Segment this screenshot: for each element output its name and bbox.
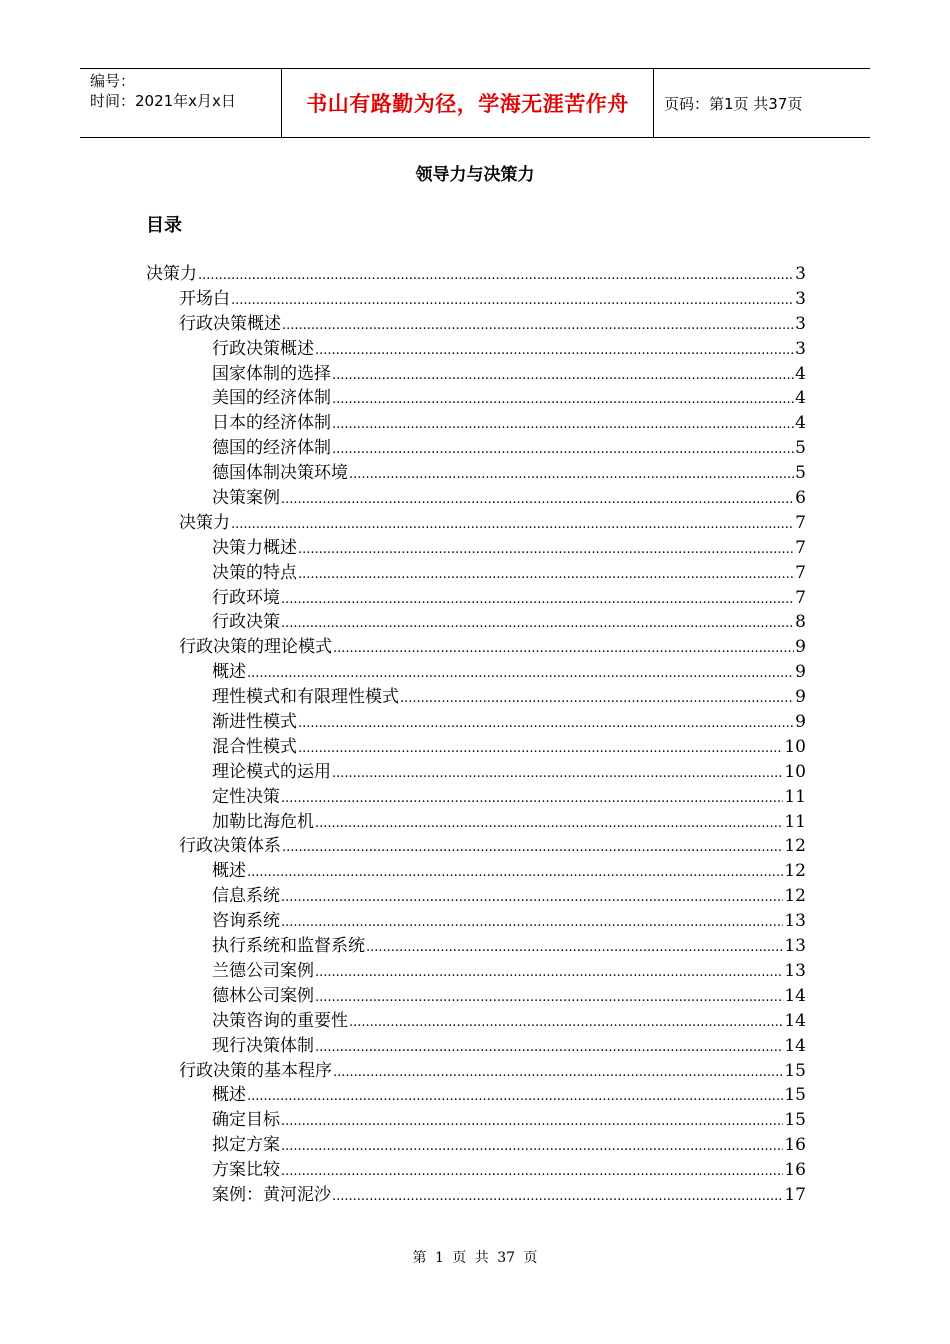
toc-entry-label: 理性模式和有限理性模式 [212, 687, 399, 708]
toc-entry-label: 决策力 [179, 512, 230, 533]
toc-entry-label: 咨询系统 [212, 911, 280, 932]
toc-entry-label: 行政决策概述 [212, 338, 314, 359]
toc-entry-page: 17 [784, 1184, 806, 1205]
toc-dot-leader [333, 637, 794, 662]
toc-entry[interactable] [146, 735, 806, 760]
toc-entry-label: 方案比较 [212, 1160, 280, 1181]
header-motto: 书山有路勤为径，学海无涯苦作舟 [306, 92, 629, 116]
toc-entry-label: 现行决策体制 [212, 1035, 314, 1056]
toc-dot-leader [332, 1185, 783, 1210]
toc-dot-leader [281, 1160, 783, 1185]
header-page-info: 页码：第1页 共37页 [664, 94, 803, 113]
toc-entry-label: 概述 [212, 662, 246, 683]
toc-dot-leader [332, 413, 794, 438]
toc-entry-page: 7 [795, 537, 806, 558]
toc-dot-leader [349, 1011, 783, 1036]
toc-entry-label: 德国体制决策环境 [212, 463, 348, 484]
toc-entry-label: 决策咨询的重要性 [212, 1010, 348, 1031]
toc-entry-page: 15 [784, 1085, 806, 1106]
toc-entry-page: 12 [784, 861, 806, 882]
toc-entry[interactable] [146, 386, 806, 411]
toc-entry-label: 渐进性模式 [212, 712, 297, 733]
toc-dot-leader [298, 538, 794, 563]
toc-entry[interactable] [146, 1133, 806, 1158]
toc-entry-label: 行政决策的理论模式 [179, 637, 332, 658]
toc-dot-leader [281, 1135, 783, 1160]
toc-entry-page: 4 [795, 388, 806, 409]
toc-entry[interactable] [146, 436, 806, 461]
toc-dot-leader [281, 886, 783, 911]
toc-entry[interactable] [146, 1059, 806, 1084]
toc-entry-page: 3 [795, 288, 806, 309]
toc-entry[interactable] [146, 710, 806, 735]
toc-entry-page: 15 [784, 1110, 806, 1131]
toc-entry[interactable] [146, 1108, 806, 1133]
toc-entry-page: 11 [784, 811, 806, 832]
toc-entry-page: 13 [784, 960, 806, 981]
toc-entry[interactable] [146, 934, 806, 959]
toc-entry-page: 10 [784, 736, 806, 757]
header-page-cell [654, 69, 870, 137]
toc-entry[interactable] [146, 561, 806, 586]
toc-entry-page: 7 [795, 512, 806, 533]
toc-entry-page: 5 [795, 438, 806, 459]
toc-entry-label: 兰德公司案例 [212, 960, 314, 981]
toc-entry-page: 7 [795, 587, 806, 608]
toc-dot-leader [281, 612, 794, 637]
toc-entry-page: 9 [795, 687, 806, 708]
toc-entry-label: 决策的特点 [212, 562, 297, 583]
toc-dot-leader [298, 563, 794, 588]
toc-dot-leader [332, 364, 794, 389]
toc-entry[interactable] [146, 461, 806, 486]
toc-entry-page: 6 [795, 488, 806, 509]
header-meta-cell [80, 69, 282, 137]
toc-dot-leader [332, 388, 794, 413]
document-title: 领导力与决策力 [415, 165, 535, 185]
toc-dot-leader [366, 936, 783, 961]
toc-dot-leader [332, 762, 783, 787]
toc-entry-page: 16 [784, 1135, 806, 1156]
toc-dot-leader [315, 961, 783, 986]
toc-entry-label: 德林公司案例 [212, 985, 314, 1006]
toc-entry-page: 9 [795, 662, 806, 683]
toc-dot-leader [349, 463, 794, 488]
toc-dot-leader [282, 314, 794, 339]
toc-entry[interactable] [146, 959, 806, 984]
toc-dot-leader [315, 986, 783, 1011]
toc-entry-page: 4 [795, 413, 806, 434]
toc-entry-label: 德国的经济体制 [212, 438, 331, 459]
toc-entry[interactable] [146, 610, 806, 635]
toc-dot-leader [198, 264, 794, 289]
toc-entry-page: 10 [784, 761, 806, 782]
toc-entry[interactable] [146, 262, 806, 287]
toc-dot-leader [298, 737, 783, 762]
toc-entry-label: 概述 [212, 861, 246, 882]
toc-entry[interactable] [146, 1083, 806, 1108]
toc-entry-label: 概述 [212, 1085, 246, 1106]
toc-entry[interactable] [146, 411, 806, 436]
toc-entry-page: 11 [784, 786, 806, 807]
toc-entry-label: 日本的经济体制 [212, 413, 331, 434]
toc-dot-leader [332, 438, 794, 463]
toc-entry-page: 14 [784, 1010, 806, 1031]
toc-entry[interactable] [146, 1034, 806, 1059]
toc-entry-label: 美国的经济体制 [212, 388, 331, 409]
toc-entry-label: 行政环境 [212, 587, 280, 608]
toc-entry-page: 16 [784, 1160, 806, 1181]
toc-entry-page: 8 [795, 612, 806, 633]
toc-entry-page: 3 [795, 313, 806, 334]
toc-entry-page: 4 [795, 363, 806, 384]
toc-dot-leader [281, 1110, 783, 1135]
toc-entry[interactable] [146, 1183, 806, 1208]
toc-entry-page: 13 [784, 936, 806, 957]
toc-entry-label: 行政决策体系 [179, 836, 281, 857]
toc-entry-page: 15 [784, 1060, 806, 1081]
toc-entry-page: 12 [784, 836, 806, 857]
toc-entry-label: 国家体制的选择 [212, 363, 331, 384]
toc-entry-label: 确定目标 [212, 1110, 280, 1131]
toc-entry-label: 执行系统和监督系统 [212, 936, 365, 957]
toc-dot-leader [231, 289, 794, 314]
toc-entry-page: 12 [784, 886, 806, 907]
toc-dot-leader [231, 513, 794, 538]
toc-entry-label: 行政决策概述 [179, 313, 281, 334]
toc-entry[interactable] [146, 635, 806, 660]
toc-entry[interactable] [146, 834, 806, 859]
toc-dot-leader [281, 787, 783, 812]
toc-entry-label: 行政决策 [212, 612, 280, 633]
toc-entry[interactable] [146, 586, 806, 611]
toc-entry[interactable] [146, 312, 806, 337]
toc-entry[interactable] [146, 984, 806, 1009]
toc-dot-leader [315, 812, 783, 837]
toc-dot-leader [247, 1085, 783, 1110]
toc-entry-page: 14 [784, 985, 806, 1006]
toc-entry[interactable] [146, 287, 806, 312]
toc-entry-label: 案例：黄河泥沙 [212, 1184, 331, 1205]
toc-entry[interactable] [146, 685, 806, 710]
toc-entry-page: 5 [795, 463, 806, 484]
toc-entry-page: 13 [784, 911, 806, 932]
toc-entry[interactable] [146, 337, 806, 362]
toc-entry-page: 7 [795, 562, 806, 583]
toc-entry-label: 决策力概述 [212, 537, 297, 558]
toc-entry[interactable] [146, 660, 806, 685]
toc-entry[interactable] [146, 760, 806, 785]
toc-dot-leader [247, 662, 794, 687]
toc-entry-label: 理论模式的运用 [212, 761, 331, 782]
toc-entry[interactable] [146, 884, 806, 909]
toc-entry-page: 14 [784, 1035, 806, 1056]
toc-entry[interactable] [146, 859, 806, 884]
toc-entry[interactable] [146, 909, 806, 934]
toc-entry[interactable] [146, 1009, 806, 1034]
toc-entry[interactable] [146, 785, 806, 810]
toc-entry-label: 开场白 [179, 288, 230, 309]
toc-dot-leader [298, 712, 794, 737]
toc-entry-label: 混合性模式 [212, 736, 297, 757]
header-time-label: 时间：2021年x月x日 [90, 92, 236, 110]
toc-entry[interactable] [146, 1158, 806, 1183]
toc-entry-label: 行政决策的基本程序 [179, 1060, 332, 1081]
toc-entry[interactable] [146, 511, 806, 536]
toc-dot-leader [282, 836, 783, 861]
toc-entry-page: 9 [795, 712, 806, 733]
toc-dot-leader [281, 911, 783, 936]
toc-entry-label: 信息系统 [212, 886, 280, 907]
toc-dot-leader [400, 687, 794, 712]
toc-entry-page: 3 [795, 264, 806, 284]
toc-entry-page: 3 [795, 338, 806, 359]
page-header [80, 68, 870, 138]
toc-entry-label: 定性决策 [212, 786, 280, 807]
toc-dot-leader [247, 861, 783, 886]
toc-entry[interactable] [146, 810, 806, 835]
toc-entry-label: 决策案例 [212, 488, 280, 509]
toc-dot-leader [315, 1036, 783, 1061]
toc-entry[interactable] [146, 362, 806, 387]
toc-entry-label: 决策力 [146, 264, 197, 284]
table-of-contents [146, 262, 806, 1208]
toc-entry-label: 拟定方案 [212, 1135, 280, 1156]
header-number-label: 编号： [90, 72, 136, 90]
toc-dot-leader [315, 339, 794, 364]
toc-entry-page: 9 [795, 637, 806, 658]
toc-dot-leader [333, 1061, 783, 1086]
toc-dot-leader [281, 588, 794, 613]
toc-entry-label: 加勒比海危机 [212, 811, 314, 832]
header-motto-cell [282, 69, 654, 137]
toc-entry[interactable] [146, 486, 806, 511]
toc-heading: 目录 [146, 215, 182, 236]
page-footer: 第 1 页 共 37 页 [412, 1250, 538, 1266]
toc-dot-leader [281, 488, 794, 513]
toc-entry[interactable] [146, 536, 806, 561]
